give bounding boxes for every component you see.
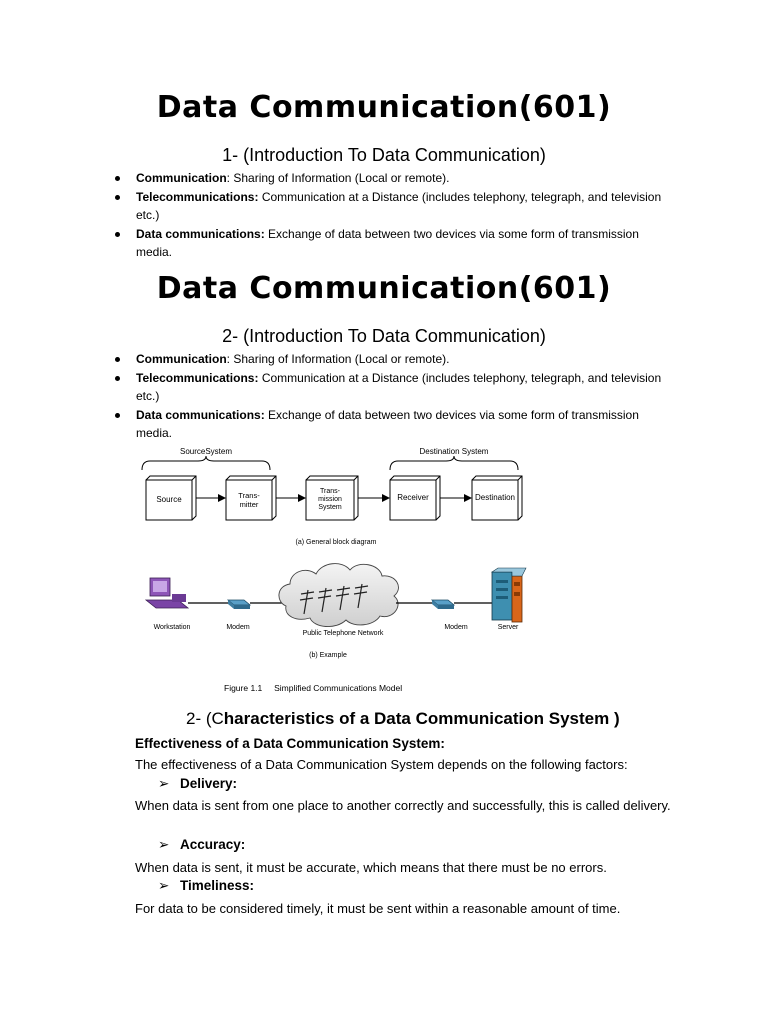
section3-title-rest: haracteristics of a Data Communication System ) bbox=[223, 709, 620, 728]
server-label: Server bbox=[497, 624, 519, 631]
network-label: Public Telephone Network bbox=[302, 630, 384, 637]
factor-accuracy-desc: When data is sent, it must be accurate, which means that there must be no errors. bbox=[135, 860, 607, 875]
factor-accuracy bbox=[158, 837, 245, 853]
section1-bullet-list bbox=[112, 169, 672, 262]
list-item bbox=[112, 169, 672, 188]
svg-text:Trans-: Trans- bbox=[238, 491, 260, 500]
bullet-text: Sharing of Information (Local or remote). bbox=[233, 352, 450, 366]
source-system-label: SourceSystem bbox=[179, 447, 233, 456]
destination-system-label: Destination System bbox=[419, 447, 489, 456]
svg-text:System: System bbox=[318, 504, 342, 511]
source-box bbox=[146, 476, 196, 520]
modem-right-icon bbox=[432, 600, 454, 609]
network-cloud bbox=[279, 564, 399, 627]
caption-b: (b) Example bbox=[309, 652, 347, 659]
workstation-icon bbox=[146, 578, 188, 608]
bullet-term: Data communications: bbox=[136, 407, 265, 422]
effectiveness-intro: The effectiveness of a Data Communication System depends on the following factors: bbox=[135, 757, 628, 772]
factor-timeliness-desc: For data to be considered timely, it must be sent within a reasonable amount of time. bbox=[135, 901, 621, 916]
destination-brace bbox=[390, 456, 518, 470]
communications-model-figure bbox=[136, 442, 536, 702]
section1-subtitle: 1- (Introduction To Data Communication) bbox=[222, 145, 546, 165]
factor-name: Delivery: bbox=[180, 776, 238, 791]
transmission-system-box bbox=[306, 476, 358, 520]
svg-text:mitter: mitter bbox=[239, 500, 259, 509]
workstation-label: Workstation bbox=[153, 624, 191, 631]
figure-caption: Figure 1.1 Simplified Communications Model bbox=[224, 683, 403, 693]
source-brace bbox=[142, 456, 270, 470]
factor-delivery bbox=[158, 776, 237, 792]
bullet-term: Telecommunications: bbox=[136, 370, 259, 385]
factor-timeliness bbox=[158, 878, 254, 894]
list-item bbox=[112, 350, 672, 369]
bullet-separator: : bbox=[226, 352, 234, 366]
modem-left-label: Modem bbox=[226, 624, 250, 631]
list-item bbox=[112, 406, 672, 443]
list-item bbox=[112, 225, 672, 262]
bullet-text: Sharing of Information (Local or remote). bbox=[233, 171, 450, 185]
svg-text:mission: mission bbox=[318, 496, 342, 503]
bullet-text: Communication at a Distance (includes telephony, telegraph, and television etc.) bbox=[136, 370, 662, 403]
transmitter-box bbox=[226, 476, 276, 520]
section2-bullet-list bbox=[112, 350, 672, 443]
receiver-box bbox=[390, 476, 440, 520]
arrow-bullet-icon: ➢ bbox=[158, 878, 170, 893]
destination-box bbox=[472, 476, 522, 520]
section3-title-prefix: 2- (C bbox=[186, 709, 224, 728]
server-icon bbox=[492, 568, 526, 622]
bullet-term: Telecommunications: bbox=[136, 189, 259, 204]
factor-delivery-desc: When data is sent from one place to another correctly and successfully, this is called delivery. bbox=[135, 798, 671, 813]
list-item bbox=[112, 188, 672, 225]
bullet-term: Data communications: bbox=[136, 226, 265, 241]
caption-a: (a) General block diagram bbox=[295, 539, 377, 546]
modem-left-icon bbox=[228, 600, 250, 609]
bullet-text: Exchange of data between two devices via some form of transmission media. bbox=[136, 226, 639, 259]
bullet-term: Communication bbox=[136, 171, 227, 185]
svg-text:Receiver: Receiver bbox=[397, 493, 429, 502]
modem-right-label: Modem bbox=[444, 624, 468, 631]
svg-text:Trans-: Trans- bbox=[320, 488, 340, 495]
effectiveness-heading: Effectiveness of a Data Communication System: bbox=[135, 736, 445, 751]
factor-name: Timeliness: bbox=[180, 878, 255, 893]
section1-title: Data Communication(601) bbox=[156, 90, 612, 125]
section3-title bbox=[186, 709, 620, 729]
section2-title: Data Communication(601) bbox=[156, 271, 612, 306]
list-item bbox=[112, 369, 672, 406]
bullet-text: Communication at a Distance (includes telephony, telegraph, and television etc.) bbox=[136, 189, 662, 222]
section2-subtitle: 2- (Introduction To Data Communication) bbox=[222, 326, 546, 346]
factor-name: Accuracy: bbox=[180, 837, 246, 852]
arrow-bullet-icon: ➢ bbox=[158, 776, 170, 791]
svg-text:Source: Source bbox=[156, 495, 182, 504]
bullet-separator: : bbox=[226, 171, 234, 185]
bullet-term: Communication bbox=[136, 352, 227, 366]
svg-text:Destination: Destination bbox=[474, 493, 516, 502]
bullet-text: Exchange of data between two devices via some form of transmission media. bbox=[136, 407, 639, 440]
arrow-bullet-icon: ➢ bbox=[158, 837, 170, 852]
